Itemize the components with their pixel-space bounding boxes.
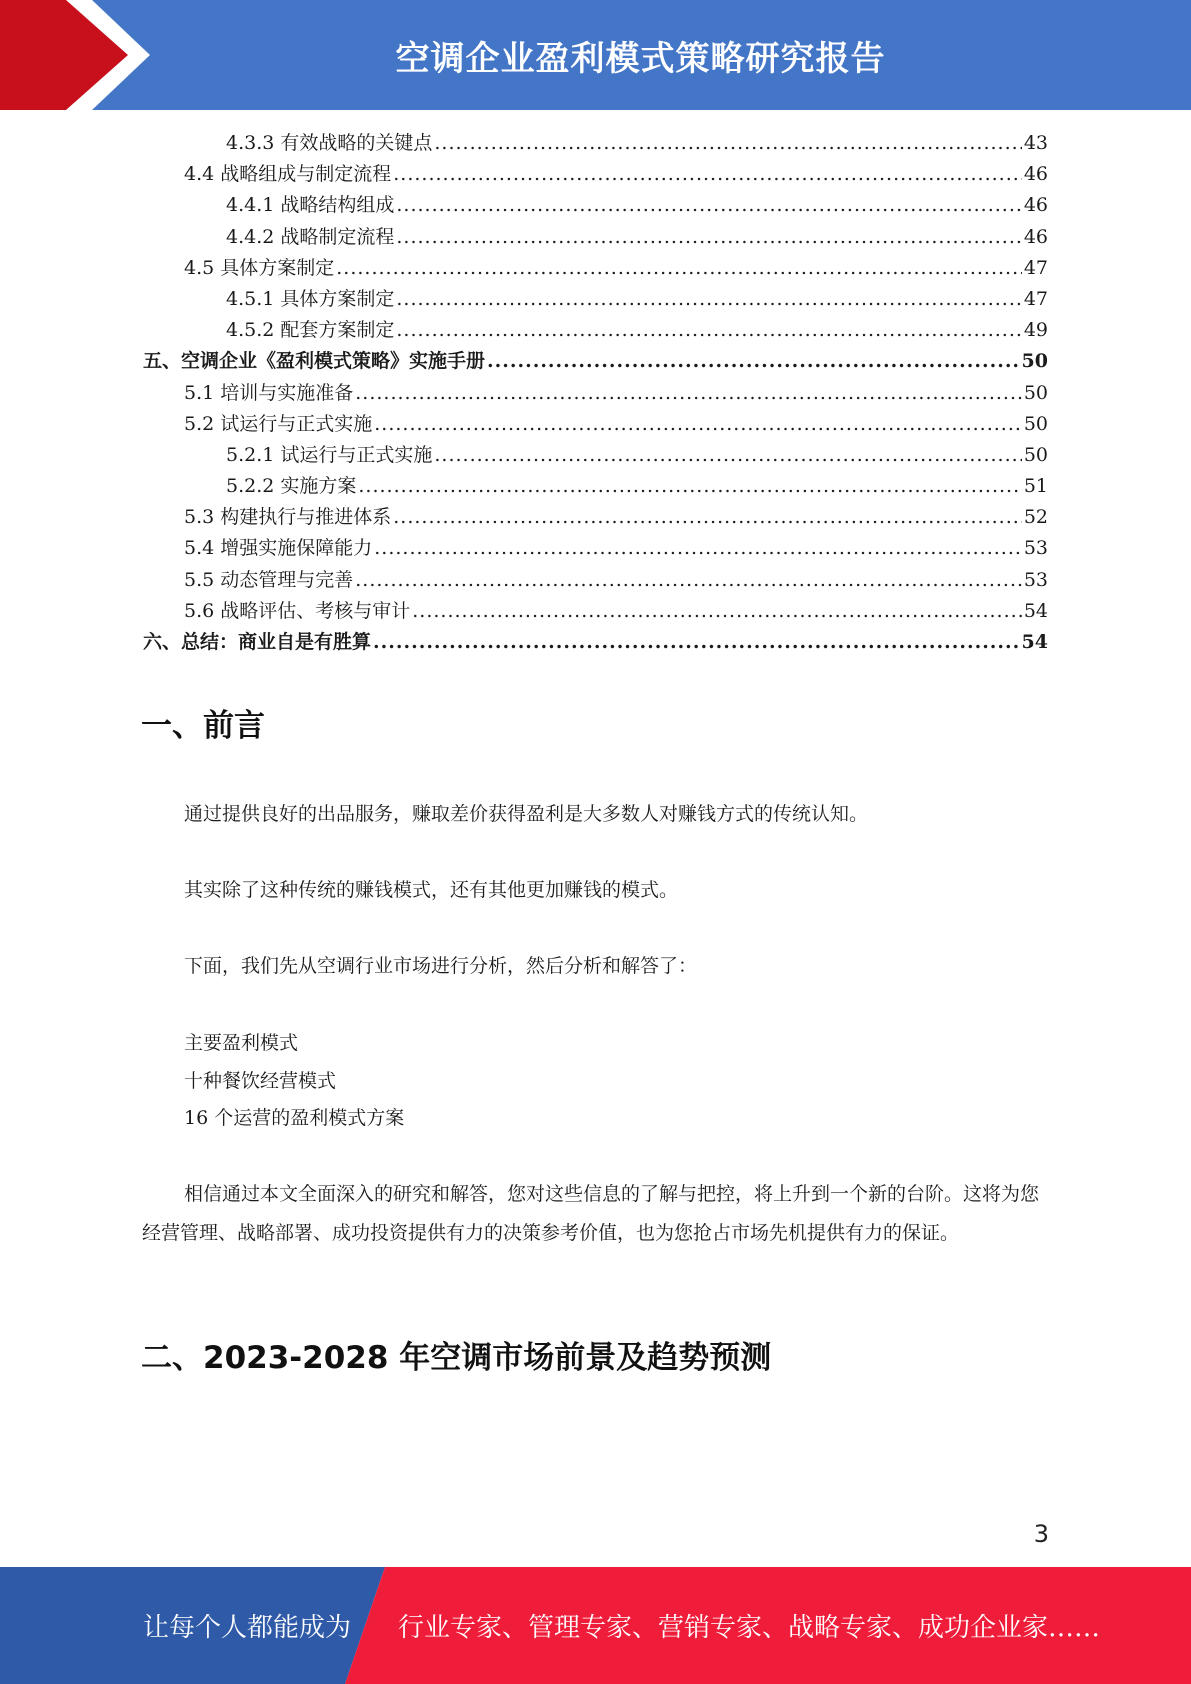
preface-paragraph-2: 其实除了这种传统的赚钱模式，还有其他更加赚钱的模式。 [184,879,679,901]
section-heading-preface: 一、前言 [141,708,265,744]
toc-leader-dots [355,378,1022,409]
toc-entry[interactable] [143,409,1048,440]
preface-paragraph-3: 下面，我们先从空调行业市场进行分析，然后分析和解答了： [184,955,698,977]
toc-entry-title: 4.5.1 具体方案制定 [226,287,395,310]
toc-entry-page: 50 [1023,412,1048,435]
toc-leader-dots [393,159,1022,190]
list-item: 十种餐饮经营模式 [184,1069,337,1092]
toc-entry[interactable] [143,502,1048,533]
toc-entry[interactable] [143,627,1048,658]
toc-entry-title: 4.5 具体方案制定 [184,256,335,279]
toc-leader-dots [396,190,1021,221]
toc-entry-title: 4.4 战略组成与制定流程 [184,163,392,186]
toc-entry[interactable] [143,440,1048,471]
header-chevron-icon [0,0,160,110]
preface-paragraph-1: 通过提供良好的出品服务，赚取差价获得盈利是大多数人对赚钱方式的传统认知。 [184,803,869,825]
toc-entry-title: 六、总结：商业自是有胜算 [143,631,372,653]
toc-entry[interactable] [143,284,1048,315]
toc-leader-dots [373,627,1020,658]
toc-leader-dots [396,284,1021,315]
preface-paragraph-4: 相信通过本文全面深入的研究和解答，您对这些信息的了解与把控，将上升到一个新的台阶。这将为您经营管理、战略部署、成功投资提供有力的决策参考价值，也为您抢占市场先机提供有力的保证。 [142,1183,1040,1244]
toc-entry[interactable] [143,565,1048,596]
toc-entry-title: 5.4 增强实施保障能力 [184,537,373,560]
toc-entry-page: 49 [1023,319,1048,342]
table-of-contents [143,128,1048,658]
toc-entry-page: 46 [1023,194,1048,217]
toc-entry-page: 46 [1023,225,1048,248]
toc-leader-dots [396,315,1021,346]
toc-entry-page: 46 [1023,163,1048,186]
preface-list [184,1025,404,1138]
toc-entry-page: 51 [1023,475,1048,498]
toc-entry-title: 5.2.2 实施方案 [226,475,357,498]
toc-entry[interactable] [143,253,1048,284]
toc-entry[interactable] [143,471,1048,502]
footer-slogan-left: 让每个人都能成为 [143,1613,352,1643]
toc-leader-dots [487,346,1020,377]
toc-entry-title: 5.1 培训与实施准备 [184,381,354,404]
toc-entry-page: 47 [1023,256,1048,279]
toc-leader-dots [434,128,1021,159]
toc-entry-title: 五、空调企业《盈利模式策略》实施手册 [143,350,486,373]
list-item: 主要盈利模式 [184,1032,299,1054]
toc-leader-dots [434,440,1021,471]
toc-entry[interactable] [143,596,1048,627]
footer-slogan-right: 行业专家、管理专家、营销专家、战略专家、成功企业家…… [398,1613,1101,1643]
toc-entry-page: 52 [1023,506,1048,529]
toc-leader-dots [393,502,1022,533]
toc-leader-dots [374,409,1022,440]
toc-entry[interactable] [143,222,1048,253]
page-number: 3 [1033,1520,1049,1548]
toc-leader-dots [358,471,1021,502]
toc-entry-page: 47 [1023,287,1048,310]
page-header [0,0,1191,110]
toc-leader-dots [374,533,1022,564]
toc-entry-title: 4.3.3 有效战略的关键点 [226,132,433,154]
toc-entry-page: 50 [1023,443,1048,466]
toc-entry[interactable] [143,378,1048,409]
toc-leader-dots [396,222,1021,253]
toc-entry[interactable] [143,346,1048,377]
toc-leader-dots [412,596,1022,627]
toc-entry-title: 5.6 战略评估、考核与审计 [184,599,411,622]
toc-entry-page: 43 [1023,132,1048,154]
toc-entry-title: 4.5.2 配套方案制定 [226,319,395,342]
header-title: 空调企业盈利模式策略研究报告 [395,38,886,79]
toc-leader-dots [355,565,1022,596]
toc-entry-page: 53 [1023,537,1048,560]
list-item: 16 个运营的盈利模式方案 [184,1107,405,1129]
toc-entry-page: 53 [1023,568,1048,591]
toc-entry-page: 54 [1023,599,1048,622]
toc-entry-title: 5.5 动态管理与完善 [184,568,354,591]
toc-entry[interactable] [143,128,1048,159]
toc-leader-dots [336,253,1022,284]
page-footer [0,1567,1191,1684]
section-heading-forecast: 二、2023-2028 年空调市场前景及趋势预测 [141,1340,772,1376]
toc-entry-page: 50 [1021,350,1048,373]
toc-entry-title: 5.2 试运行与正式实施 [184,412,373,435]
toc-entry-title: 5.2.1 试运行与正式实施 [226,443,433,466]
toc-entry[interactable] [143,315,1048,346]
toc-entry-title: 4.4.1 战略结构组成 [226,194,395,217]
toc-entry-page: 54 [1021,631,1048,653]
toc-entry-title: 5.3 构建执行与推进体系 [184,506,392,529]
toc-entry-page: 50 [1023,381,1048,404]
toc-entry-title: 4.4.2 战略制定流程 [226,225,395,248]
toc-entry[interactable] [143,533,1048,564]
toc-entry[interactable] [143,159,1048,190]
toc-entry[interactable] [143,190,1048,221]
